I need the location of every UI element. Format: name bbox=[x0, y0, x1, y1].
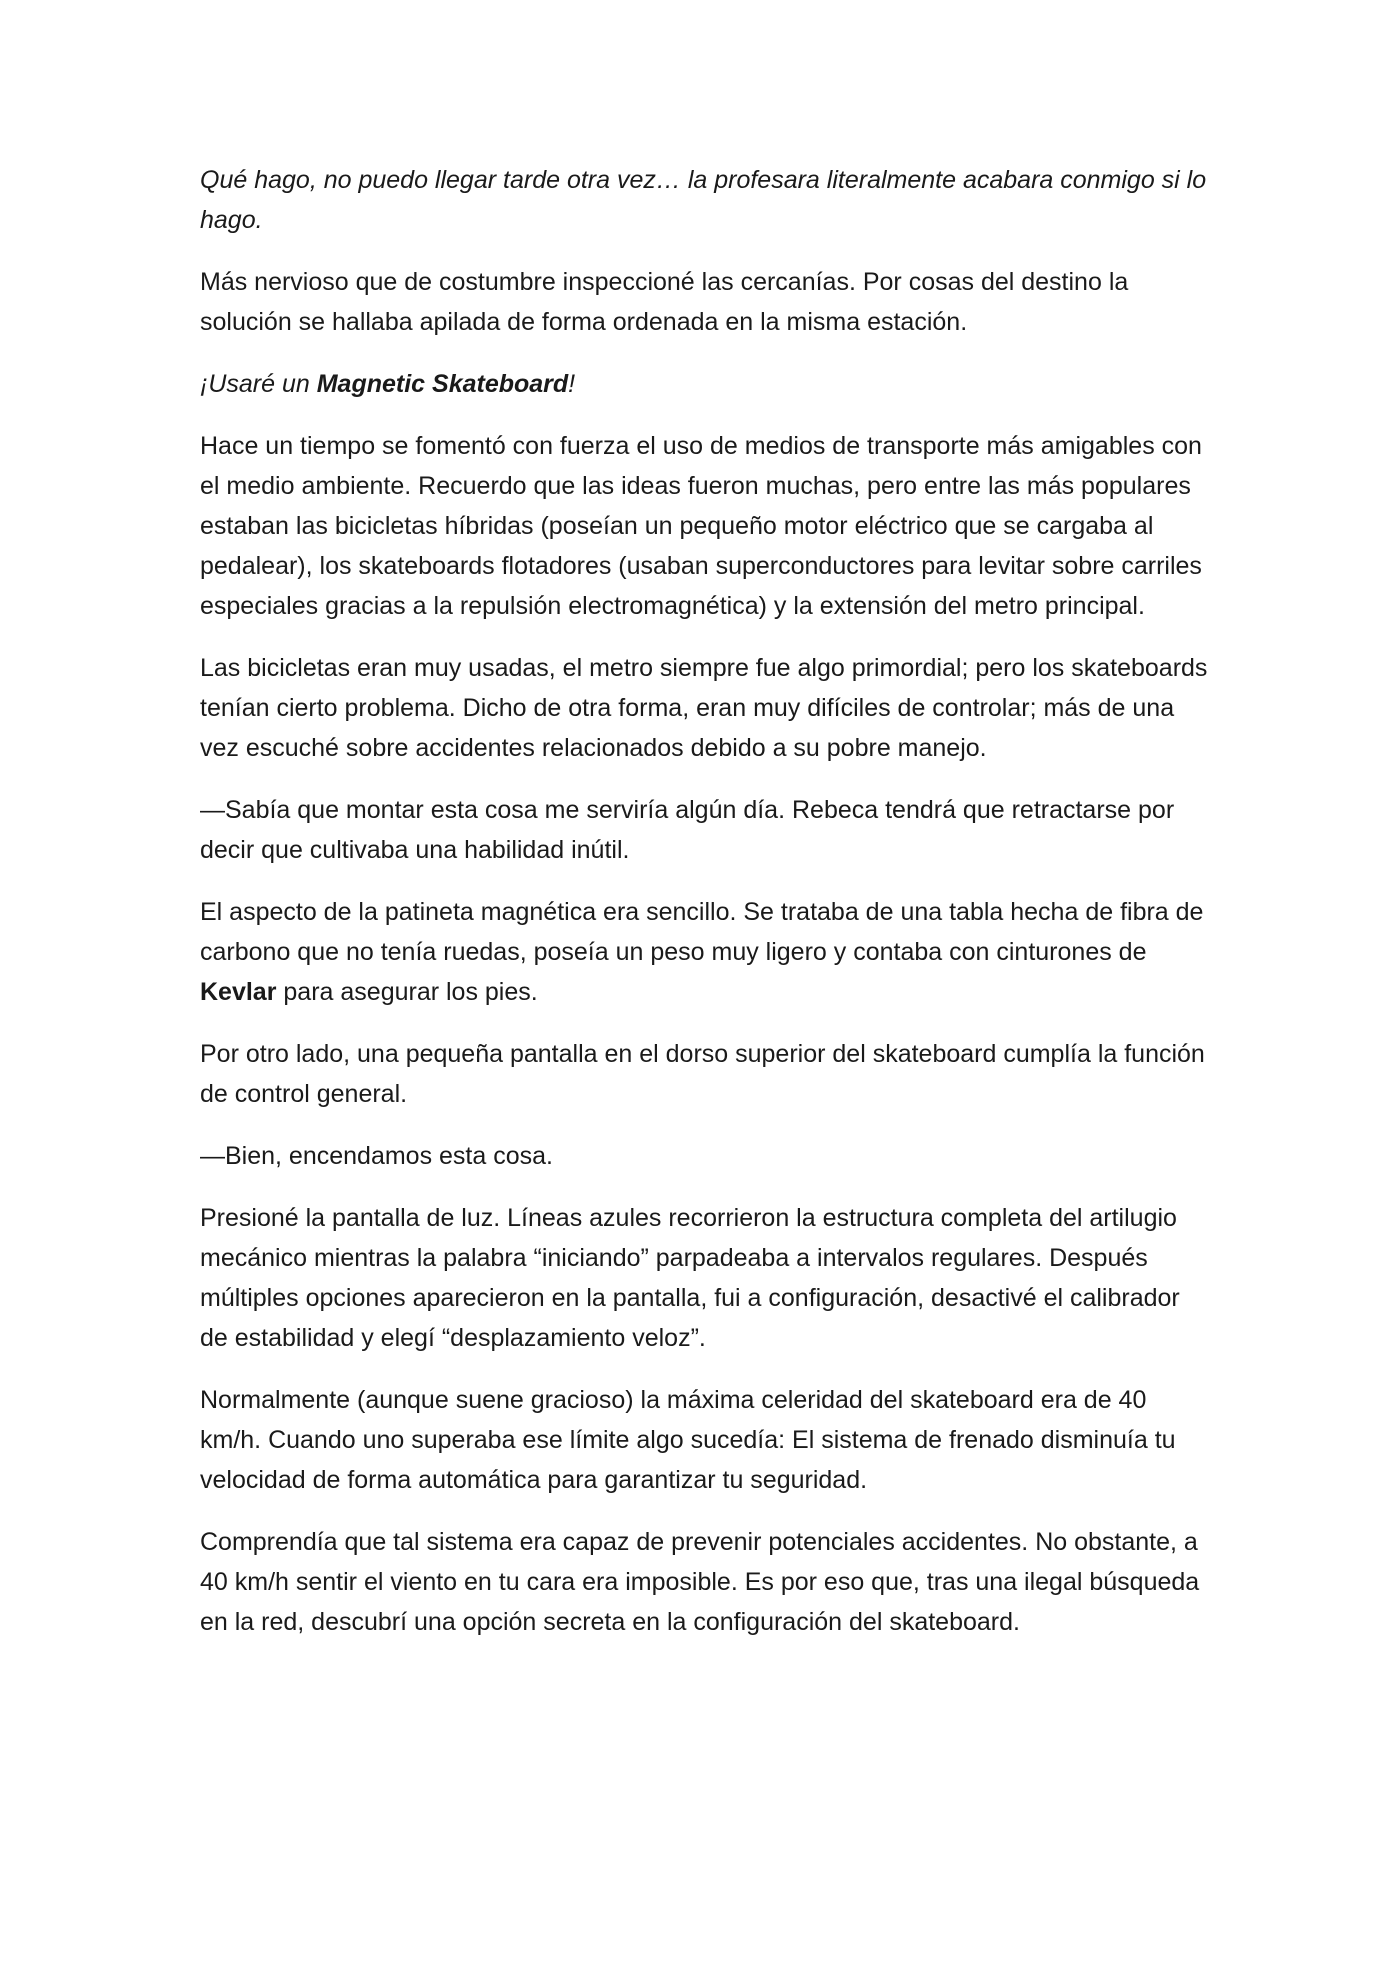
paragraph-6-dialogue: —Sabía que montar esta cosa me serviría algún día. Rebeca tendrá que retractarse por decir que cultivaba una habilidad inútil. bbox=[200, 796, 1175, 864]
kevlar-term: Kevlar bbox=[200, 978, 277, 1006]
paragraph-5: Las bicicletas eran muy usadas, el metro siempre fue algo primordial; pero los skateboards tenían cierto problema. Dicho de otra forma, eran muy difíciles de controlar; más de una vez escuché sobre accidentes relacionados debido a su pobre manejo. bbox=[200, 654, 1208, 762]
paragraph-2: Más nervioso que de costumbre inspeccioné las cercanías. Por cosas del destino la solución se hallaba apilada de forma ordenada en la misma estación. bbox=[200, 268, 1129, 336]
paragraph-8: Por otro lado, una pequeña pantalla en el dorso superior del skateboard cumplía la función de control general. bbox=[200, 1040, 1205, 1108]
paragraph-1: Qué hago, no puedo llegar tarde otra vez… la profesara literalmente acabara conmigo si lo hago. bbox=[200, 166, 1207, 234]
paragraph-3 bbox=[200, 364, 1210, 404]
paragraph-12: Comprendía que tal sistema era capaz de prevenir potenciales accidentes. No obstante, a 40 km/h sentir el viento en tu cara era imposible. Es por eso que, tras una ilegal búsqueda en la red, descubrí una opción secreta en la configuración del skateboard. bbox=[200, 1528, 1200, 1636]
magnetic-skateboard-term: Magnetic Skateboard bbox=[316, 370, 569, 398]
document-body bbox=[200, 160, 1210, 1664]
paragraph-7-lead: El aspecto de la patineta magnética era sencillo. Se trataba de una tabla hecha de fibra de carbono que no tenía ruedas, poseía un peso muy ligero y contaba con cinturones de bbox=[200, 898, 1204, 966]
paragraph-4: Hace un tiempo se fomentó con fuerza el uso de medios de transporte más amigables con el medio ambiente. Recuerdo que las ideas fueron muchas, pero entre las más populares estaban las bicicletas híbridas (poseían un pequeño motor eléctrico que se cargaba al pedalear), los skateboards flotadores (usaban superconductores para levitar sobre carriles especiales gracias a la repulsión electromagnética) y la extensión del metro principal. bbox=[200, 432, 1202, 620]
paragraph-10: Presioné la pantalla de luz. Líneas azules recorrieron la estructura completa del artilugio mecánico mientras la palabra “iniciando” parpadeaba a intervalos regulares. Después múltiples opciones aparecieron en la pantalla, fui a configuración, desactivé el calibrador de estabilidad y elegí “desplazamiento veloz”. bbox=[200, 1204, 1180, 1352]
paragraph-11: Normalmente (aunque suene gracioso) la máxima celeridad del skateboard era de 40 km/h. Cuando uno superaba ese límite algo sucedía: El sistema de frenado disminuía tu velocidad de forma automática para garantizar tu seguridad. bbox=[200, 1386, 1176, 1494]
paragraph-7-tail: para asegurar los pies. bbox=[276, 978, 538, 1006]
paragraph-3-tail: ! bbox=[568, 370, 576, 398]
paragraph-7 bbox=[200, 892, 1210, 1012]
paragraph-9-dialogue: —Bien, encendamos esta cosa. bbox=[200, 1142, 553, 1170]
paragraph-3-lead: ¡Usaré un bbox=[200, 370, 317, 398]
